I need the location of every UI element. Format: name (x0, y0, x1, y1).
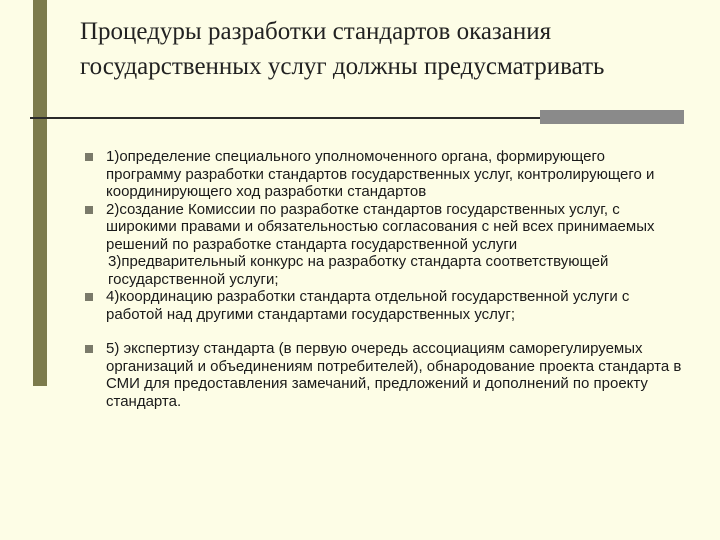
list-item-text: 1)определение специального уполномоченного органа, формирующего программу разработки стандартов государственных услуг, контролирующего и координирующего ход разработки стандартов (106, 148, 655, 200)
slide-title: Процедуры разработки стандартов оказания государственных услуг должны предусматривать (80, 18, 605, 80)
slide-content (84, 148, 684, 410)
vertical-accent-bar-end (33, 384, 47, 386)
list-item (84, 288, 684, 323)
horizontal-accent-bar (540, 110, 684, 124)
list-item-text: 2)создание Комиссии по разработке стандартов государственных услуг, с широкими правами и обязательностью согласования с ней всех принимаемых решений по разработке стандарта государственной услуги (106, 200, 655, 253)
square-bullet-icon (85, 293, 93, 301)
square-bullet-icon (85, 345, 93, 353)
square-bullet-icon (85, 153, 93, 161)
list-item-text: 4)координацию разработки стандарта отдельной государственной услуги с работой над другими стандартами государственных услуг; (106, 288, 630, 323)
list-item (84, 201, 684, 254)
list-item (84, 148, 684, 201)
list-item-text: 3)предварительный конкурс на разработку стандарта соответствующей государственной услуги; (108, 253, 609, 288)
list-item (84, 253, 684, 288)
list-item-text: 5) экспертизу стандарта (в первую очередь ассоциациям саморегулируемых организаций и объединениям потребителей), обнародование проекта стандарта в СМИ для предоставления замечаний, предложений и дополнений по проекту стандарта. (106, 340, 682, 410)
list-item (84, 340, 684, 410)
vertical-accent-bar (33, 0, 47, 384)
square-bullet-icon (85, 206, 93, 214)
